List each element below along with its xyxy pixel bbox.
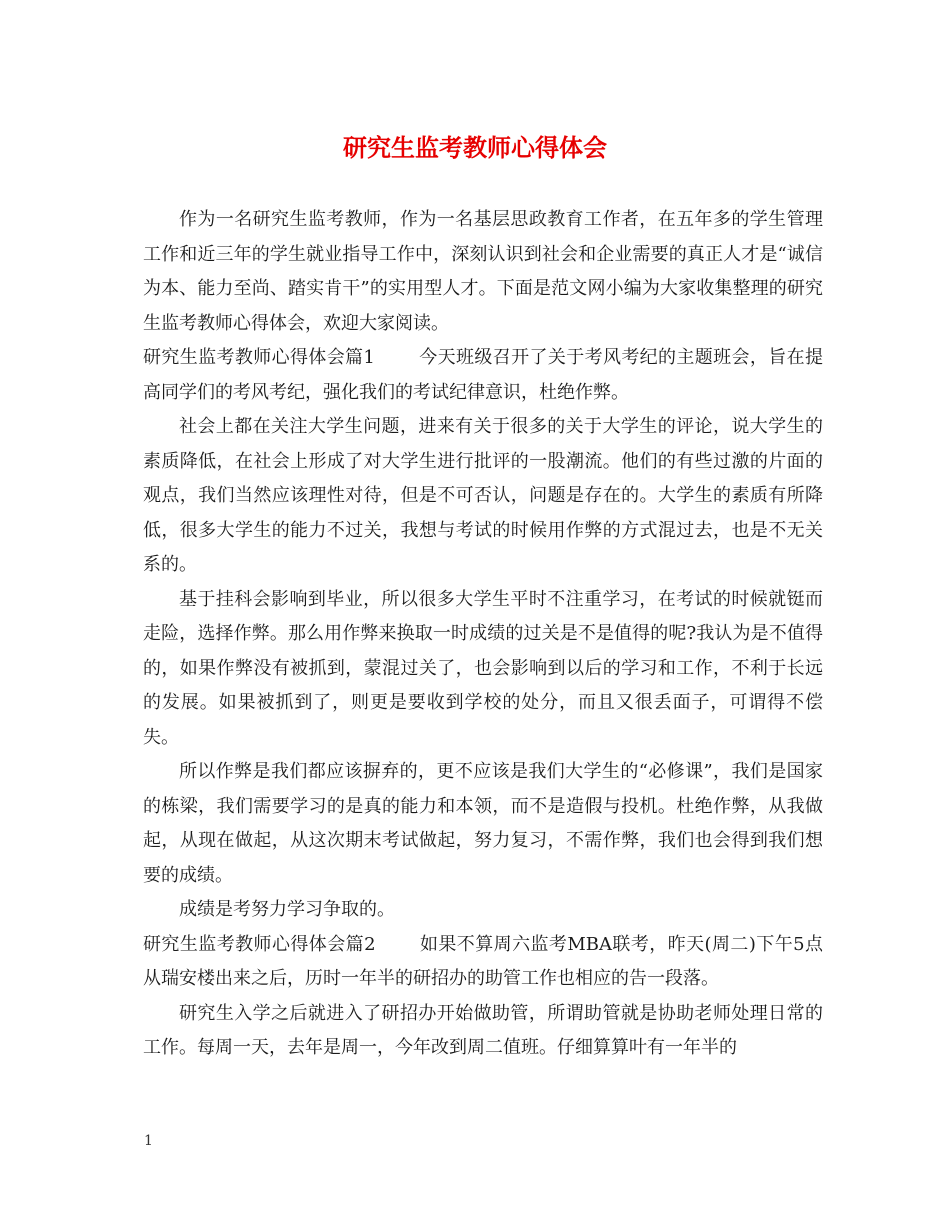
paragraph-section-2 [143, 928, 823, 997]
paragraph-assistant: 研究生入学之后就进入了研招办开始做助管，所谓助管就是协助老师处理日常的工作。每周一天，去年是周一，今年改到周二值班。仔细算算叶有一年半的 [143, 1002, 823, 1058]
document-title: 研究生监考教师心得体会 [343, 133, 607, 162]
section-1-text: 今天班级召开了关于考风考纪的主题班会，旨在提高同学们的考风考纪，强化我们的考试纪律意识，杜绝作弊。 [143, 347, 824, 403]
document-body [143, 203, 823, 1066]
paragraph-intro: 作为一名研究生监考教师，作为一名基层思政教育工作者，在五年多的学生管理工作和近三年的学生就业指导工作中，深刻认识到社会和企业需要的真正人才是“诚信为本、能力至尚、踏实肯干”的实用型人才。下面是范文网小编为大家收集整理的研究生监考教师心得体会，欢迎大家阅读。 [143, 209, 823, 334]
section-heading-1: 研究生监考教师心得体会篇1 [143, 347, 375, 368]
paragraph-abandon: 所以作弊是我们都应该摒弃的，更不应该是我们大学生的“必修课”，我们是国家的栋梁，我们需要学习的是真的能力和本领，而不是造假与投机。杜绝作弊，从我做起，从现在做起，从这次期末考试做起，努力复习，不需作弊，我们也会得到我们想要的成绩。 [143, 761, 823, 886]
page-number: 1 [144, 1133, 153, 1149]
paragraph-effort: 成绩是考努力学习争取的。 [179, 899, 395, 920]
paragraph-cheating: 基于挂科会影响到毕业，所以很多大学生平时不注重学习，在考试的时候就铤而走险，选择作弊。那么用作弊来换取一时成绩的过关是不是值得的呢?我认为是不值得的，如果作弊没有被抓到，蒙混过关了，也会影响到以后的学习和工作，不利于长远的发展。如果被抓到了，则更是要收到学校的处分，而且又很丢面子，可谓得不偿失。 [143, 588, 823, 748]
paragraph-society: 社会上都在关注大学生问题，进来有关于很多的关于大学生的评论，说大学生的素质降低，在社会上形成了对大学生进行批评的一股潮流。他们的有些过激的片面的观点，我们当然应该理性对待，但是不可否认，问题是存在的。大学生的素质有所降低，很多大学生的能力不过关，我想与考试的时候用作弊的方式混过去，也是不无关系的。 [143, 416, 823, 575]
section-heading-2: 研究生监考教师心得体会篇2 [143, 933, 376, 955]
paragraph-section-1 [143, 341, 823, 410]
section-2-text: 如果不算周六监考MBA联考，昨天(周二)下午5点从瑞安楼出来之后，历时一年半的研招办的助管工作也相应的告一段落。 [143, 933, 823, 989]
